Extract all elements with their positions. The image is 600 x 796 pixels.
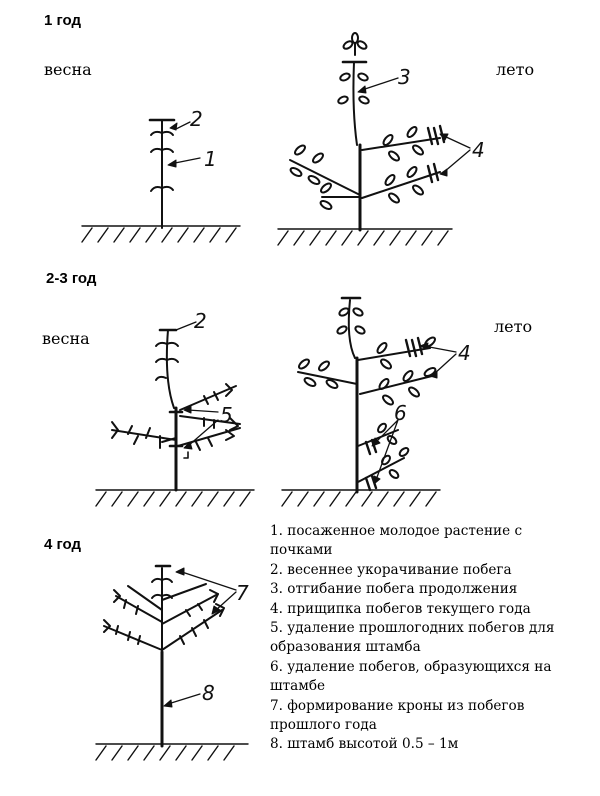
marker-6: 6: [394, 401, 407, 425]
legend-item: 8. штамб высотой 0.5 – 1м: [270, 736, 459, 753]
marker-4: 4: [472, 138, 485, 162]
marker-8: 8: [202, 681, 215, 705]
marker-2: 2: [190, 107, 203, 131]
stage-label-year23: 2-3 год: [46, 270, 97, 287]
stage-label-year4: 4 год: [44, 536, 82, 553]
legend-item: 2. весеннее укорачивание побега: [270, 561, 512, 578]
season-summer-year23: лето: [494, 317, 533, 336]
legend-item: 7. формирование кроны из побегов прошлого года: [270, 697, 525, 734]
ground-year23-spring: [96, 490, 254, 506]
legend: [270, 522, 570, 755]
plant-year1-spring: [150, 120, 200, 228]
plant-year23-summer: [297, 298, 456, 492]
marker-7: 7: [236, 581, 249, 605]
ground-year23-summer: [282, 490, 440, 506]
legend-item: 6. удаление побегов, образующихся на штамбе: [270, 658, 552, 695]
season-spring-year23: весна: [42, 329, 90, 348]
ground-year1-summer: [278, 229, 452, 245]
season-summer-year1: лето: [496, 60, 535, 79]
plant-year4: [104, 566, 236, 746]
legend-item: 3. отгибание побега продолжения: [270, 581, 518, 598]
ground-year1-spring: [82, 226, 240, 242]
marker-3: 3: [398, 65, 411, 89]
plant-year1-summer: [289, 33, 470, 230]
ground-year4: [96, 744, 248, 760]
marker-4-year23: 4: [458, 341, 471, 365]
legend-item: 1. посаженное молодое растение с почками: [270, 523, 523, 559]
stage-label-year1: 1 год: [44, 12, 82, 29]
marker-2-year23: 2: [194, 309, 207, 333]
marker-1: 1: [204, 147, 217, 171]
legend-item: 5. удаление прошлогодних побегов для образования штамба: [270, 620, 555, 656]
legend-item: 4. прищипка побегов текущего года: [270, 600, 531, 617]
season-spring-year1: весна: [44, 60, 92, 79]
marker-5: 5: [220, 403, 233, 427]
